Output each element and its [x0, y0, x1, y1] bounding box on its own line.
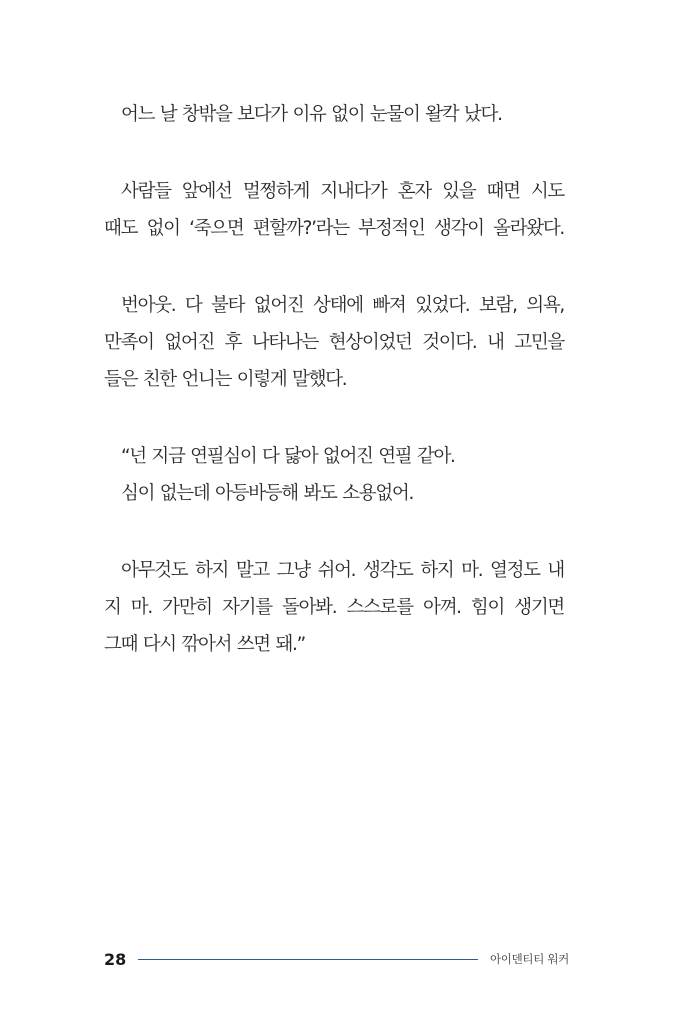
paragraph-line: 사람들 앞에선 멀쩡하게 지내다가 혼자 있을 때면 시도 [121, 181, 564, 202]
paragraph-line: “넌 지금 연필심이 다 닳아 없어진 연필 같아. [121, 446, 455, 467]
paragraph-gap [104, 512, 564, 552]
book-title: 아이덴티티 워커 [489, 952, 569, 966]
paragraph-line: 들은 친한 언니는 이렇게 말했다. [104, 369, 347, 390]
paragraph-gap [104, 247, 564, 287]
paragraph-1 [104, 96, 564, 133]
paragraph-line: 번아웃. 다 불타 없어진 상태에 빠져 있었다. 보람, 의욕, [121, 295, 564, 316]
paragraph-line: 때도 없이 ‘죽으면 편할까?’라는 부정적인 생각이 올라왔다. [104, 218, 564, 239]
page-body [104, 96, 564, 663]
paragraph-gap [104, 398, 564, 438]
paragraph-line: 심이 없는데 아등바등해 봐도 소용없어. [121, 483, 414, 504]
footer-rule [138, 959, 478, 960]
paragraph-2 [104, 173, 564, 247]
paragraph-line: 그때 다시 깎아서 쓰면 돼.” [104, 634, 305, 655]
paragraph-4-quote [104, 438, 564, 512]
page-footer [104, 945, 569, 973]
paragraph-line: 어느 날 창밖을 보다가 이유 없이 눈물이 왈칵 났다. [121, 104, 502, 125]
paragraph-line: 만족이 없어진 후 나타나는 현상이었던 것이다. 내 고민을 [104, 332, 564, 353]
page-number: 28 [104, 949, 127, 969]
paragraph-3 [104, 287, 564, 398]
paragraph-gap [104, 133, 564, 173]
paragraph-line: 지 마. 가만히 자기를 돌아봐. 스스로를 아껴. 힘이 생기면 [104, 597, 564, 618]
paragraph-line: 아무것도 하지 말고 그냥 쉬어. 생각도 하지 마. 열정도 내 [121, 560, 564, 581]
paragraph-5 [104, 552, 564, 663]
